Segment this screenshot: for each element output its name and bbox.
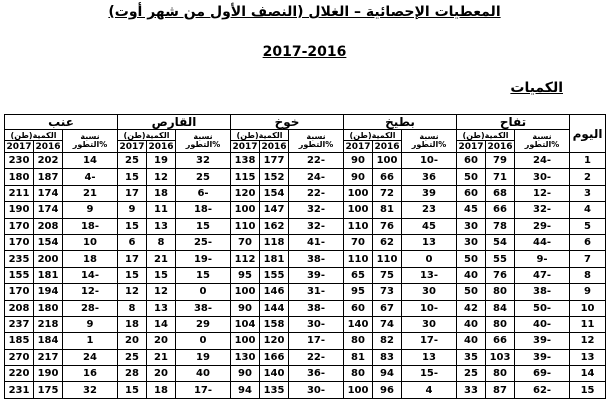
qty-2016-cell: 54: [486, 234, 515, 250]
year-2016-header: 2016: [148, 141, 174, 152]
qty-2016-cell: 162: [260, 218, 289, 234]
rate-cell: 13-: [402, 267, 457, 283]
qty-2016-cell: 76: [486, 267, 515, 283]
rate-cell: 36-: [289, 366, 344, 382]
qty-2016-cell: 8: [147, 234, 176, 250]
table-row: [5, 202, 606, 218]
qty-2016-cell: 73: [373, 284, 402, 300]
qty-2016-cell: 177: [260, 153, 289, 169]
qty-2017-cell: 95: [344, 284, 373, 300]
qty-2016-cell: 158: [260, 316, 289, 332]
qty-2016-cell: 152: [260, 169, 289, 185]
qty-2016-cell: 76: [373, 218, 402, 234]
years-title: 2017-2016: [262, 44, 347, 60]
day-header: اليوم: [570, 115, 606, 153]
qty-2017-cell: 18: [118, 316, 147, 332]
table-row: [5, 267, 606, 283]
qty-2017-cell: 60: [344, 300, 373, 316]
qty-2017-cell: 60: [457, 153, 486, 169]
year-2017-header: 2017: [6, 141, 32, 152]
quantity-header: الكمية(طن): [344, 130, 402, 141]
qty-2017-cell: 115: [231, 169, 260, 185]
qty-2016-cell: 68: [486, 185, 515, 201]
rate-header-top: نسبة: [80, 132, 100, 141]
qty-2017-cell: 90: [231, 366, 260, 382]
day-cell: 13: [570, 349, 606, 365]
rate-cell: 32-: [289, 202, 344, 218]
rate-cell: 40: [176, 366, 231, 382]
rate-cell: 14: [63, 153, 118, 169]
day-cell: 6: [570, 234, 606, 250]
rate-header-bottom: التطور%: [524, 140, 560, 149]
day-cell: 7: [570, 251, 606, 267]
rate-header-bottom: التطور%: [185, 140, 221, 149]
qty-2017-cell: 42: [457, 300, 486, 316]
qty-2017-cell: 15: [118, 267, 147, 283]
rate-cell: 17-: [402, 333, 457, 349]
rate-header: [176, 130, 231, 153]
qty-2017-cell: 45: [457, 202, 486, 218]
qty-2016-cell: 175: [34, 382, 63, 398]
qty-2017-cell: 190: [5, 202, 34, 218]
qty-2017-cell: 170: [5, 284, 34, 300]
qty-2016-cell: 202: [34, 153, 63, 169]
qty-2016-cell: 75: [373, 267, 402, 283]
qty-2017-cell: 40: [457, 316, 486, 332]
qty-2016-cell: 21: [147, 251, 176, 267]
qty-2016-cell: 181: [34, 267, 63, 283]
qty-2017-cell: 211: [5, 185, 34, 201]
qty-2016-cell: 166: [260, 349, 289, 365]
qty-2017-cell: 90: [344, 153, 373, 169]
day-cell: 14: [570, 366, 606, 382]
rate-cell: 38-: [289, 251, 344, 267]
qty-2017-cell: 50: [457, 251, 486, 267]
rate-header-top: نسبة: [193, 132, 213, 141]
rate-cell: 69-: [515, 366, 570, 382]
rate-cell: 30: [402, 316, 457, 332]
qty-2016-cell: 11: [147, 202, 176, 218]
qty-2017-cell: 110: [231, 218, 260, 234]
rate-header-bottom: التطور%: [72, 140, 108, 149]
qty-2017-cell: 100: [231, 333, 260, 349]
day-cell: 11: [570, 316, 606, 332]
rate-cell: 22-: [289, 349, 344, 365]
qty-2017-cell: 208: [5, 300, 34, 316]
qty-2016-cell: 72: [373, 185, 402, 201]
year-2017-header: 2017: [119, 141, 145, 152]
table-row: [5, 218, 606, 234]
rate-cell: 22-: [289, 185, 344, 201]
qty-2016-cell: 120: [260, 333, 289, 349]
qty-2017-cell: 235: [5, 251, 34, 267]
rate-cell: 24-: [289, 169, 344, 185]
rate-cell: 18: [63, 251, 118, 267]
qty-2016-cell: 180: [34, 300, 63, 316]
day-cell: 10: [570, 300, 606, 316]
rate-cell: 39-: [515, 333, 570, 349]
qty-2017-cell: 17: [118, 251, 147, 267]
qty-2017-cell: 8: [118, 300, 147, 316]
qty-2017-cell: 6: [118, 234, 147, 250]
table-row: [5, 349, 606, 365]
rate-cell: 17-: [289, 333, 344, 349]
qty-2016-cell: 15: [147, 267, 176, 283]
rate-cell: 0: [176, 333, 231, 349]
qty-2016-cell: 218: [34, 316, 63, 332]
qty-2016-cell: 174: [34, 185, 63, 201]
qty-2017-cell: 80: [344, 366, 373, 382]
qty-2016-cell: 110: [373, 251, 402, 267]
rate-cell: 39: [402, 185, 457, 201]
table-row: [5, 333, 606, 349]
rate-cell: 6-: [176, 185, 231, 201]
qty-2016-cell: 13: [147, 218, 176, 234]
rate-cell: 39-: [289, 267, 344, 283]
rate-cell: 13: [402, 349, 457, 365]
rate-cell: 24: [63, 349, 118, 365]
rate-cell: 0: [402, 251, 457, 267]
section-title: الكميات: [510, 80, 563, 96]
qty-2016-cell: 83: [373, 349, 402, 365]
qty-2017-cell: 70: [344, 234, 373, 250]
rate-cell: 47-: [515, 267, 570, 283]
rate-cell: 14-: [63, 267, 118, 283]
qty-2017-cell: 140: [344, 316, 373, 332]
qty-2016-cell: 200: [34, 251, 63, 267]
qty-2017-cell: 90: [231, 300, 260, 316]
table-row: [5, 300, 606, 316]
fruit-header: عنب: [5, 115, 118, 130]
rate-header: [289, 130, 344, 153]
qty-2017-cell: 231: [5, 382, 34, 398]
rate-cell: 50-: [515, 300, 570, 316]
rate-cell: 12-: [515, 185, 570, 201]
rate-cell: 29-: [515, 218, 570, 234]
qty-2016-cell: 80: [486, 284, 515, 300]
day-cell: 8: [570, 267, 606, 283]
rate-cell: 28-: [63, 300, 118, 316]
qty-2016-cell: 187: [34, 169, 63, 185]
qty-2017-cell: 230: [5, 153, 34, 169]
qty-2016-cell: 66: [373, 169, 402, 185]
qty-2016-cell: 194: [34, 284, 63, 300]
qty-2016-cell: 217: [34, 349, 63, 365]
qty-2016-cell: 96: [373, 382, 402, 398]
qty-2017-cell: 28: [118, 366, 147, 382]
qty-2017-cell: 60: [457, 185, 486, 201]
rate-header: [515, 130, 570, 153]
rate-cell: 32-: [515, 202, 570, 218]
rate-cell: 15: [176, 218, 231, 234]
rate-cell: 0: [176, 284, 231, 300]
qty-2017-cell: 112: [231, 251, 260, 267]
page-title: المعطيات الإحصائية – الغلال (النصف الأول من شهر أوت): [108, 4, 501, 20]
qty-2017-cell: 220: [5, 366, 34, 382]
day-cell: 9: [570, 284, 606, 300]
qty-2017-cell: 180: [5, 169, 34, 185]
qty-2016-cell: 208: [34, 218, 63, 234]
quantity-header: الكمية(طن): [5, 130, 63, 141]
qty-2017-cell: 30: [457, 234, 486, 250]
year-2016-header: 2016: [261, 141, 287, 152]
rate-cell: 22-: [289, 153, 344, 169]
rate-cell: 41-: [289, 234, 344, 250]
rate-cell: 9-: [515, 251, 570, 267]
qty-2017-cell: 104: [231, 316, 260, 332]
qty-2016-cell: 71: [486, 169, 515, 185]
table-row: [5, 153, 606, 169]
qty-2017-cell: 100: [231, 202, 260, 218]
rate-cell: 30: [402, 284, 457, 300]
table-row: [5, 382, 606, 398]
qty-2016-cell: 103: [486, 349, 515, 365]
qty-2017-cell: 120: [231, 185, 260, 201]
qty-2017-cell: 270: [5, 349, 34, 365]
qty-2016-cell: 12: [147, 284, 176, 300]
qty-2016-cell: 67: [373, 300, 402, 316]
rate-cell: 30-: [289, 316, 344, 332]
qty-2016-cell: 80: [486, 316, 515, 332]
qty-2017-cell: 40: [457, 267, 486, 283]
qty-2016-cell: 181: [260, 251, 289, 267]
qty-2016-cell: 14: [147, 316, 176, 332]
day-cell: 5: [570, 218, 606, 234]
fruit-header: تفاح: [457, 115, 570, 130]
qty-2016-cell: 190: [34, 366, 63, 382]
rate-cell: 21: [63, 185, 118, 201]
table-row: [5, 366, 606, 382]
qty-2016-cell: 184: [34, 333, 63, 349]
fruit-header: خوخ: [231, 115, 344, 130]
qty-2016-cell: 20: [147, 333, 176, 349]
quantities-table: [4, 114, 606, 399]
fruit-header: بطيخ: [344, 115, 457, 130]
year-2016-header: 2016: [374, 141, 400, 152]
qty-2017-cell: 15: [118, 218, 147, 234]
rate-cell: 4-: [63, 169, 118, 185]
qty-2017-cell: 170: [5, 218, 34, 234]
qty-2016-cell: 66: [486, 333, 515, 349]
rate-cell: 23: [402, 202, 457, 218]
rate-cell: 15-: [402, 366, 457, 382]
qty-2016-cell: 12: [147, 169, 176, 185]
qty-2016-cell: 78: [486, 218, 515, 234]
qty-2017-cell: 81: [344, 349, 373, 365]
qty-2017-cell: 65: [344, 267, 373, 283]
qty-2016-cell: 81: [373, 202, 402, 218]
quantity-header: الكمية(طن): [231, 130, 289, 141]
rate-header: [402, 130, 457, 153]
rate-cell: 18-: [63, 218, 118, 234]
qty-2016-cell: 135: [260, 382, 289, 398]
rate-cell: 62-: [515, 382, 570, 398]
rate-cell: 19: [176, 349, 231, 365]
qty-2016-cell: 144: [260, 300, 289, 316]
table-row: [5, 251, 606, 267]
rate-cell: 24-: [515, 153, 570, 169]
qty-2016-cell: 146: [260, 284, 289, 300]
rate-cell: 25-: [176, 234, 231, 250]
qty-2016-cell: 100: [373, 153, 402, 169]
qty-2016-cell: 87: [486, 382, 515, 398]
rate-cell: 18-: [176, 202, 231, 218]
qty-2017-cell: 94: [231, 382, 260, 398]
qty-2017-cell: 17: [118, 185, 147, 201]
qty-2016-cell: 140: [260, 366, 289, 382]
qty-2017-cell: 138: [231, 153, 260, 169]
rate-cell: 30-: [289, 382, 344, 398]
qty-2016-cell: 21: [147, 349, 176, 365]
rate-cell: 19-: [176, 251, 231, 267]
year-2016-header: 2016: [487, 141, 513, 152]
qty-2017-cell: 25: [118, 153, 147, 169]
qty-2017-cell: 50: [457, 169, 486, 185]
qty-2016-cell: 18: [147, 185, 176, 201]
rate-cell: 30-: [515, 169, 570, 185]
rate-header-top: نسبة: [419, 132, 439, 141]
year-2016-header: 2016: [35, 141, 61, 152]
rate-cell: 38-: [176, 300, 231, 316]
qty-2017-cell: 25: [118, 349, 147, 365]
qty-2017-cell: 25: [457, 366, 486, 382]
rate-cell: 31-: [289, 284, 344, 300]
qty-2017-cell: 110: [344, 218, 373, 234]
qty-2017-cell: 155: [5, 267, 34, 283]
qty-2017-cell: 20: [118, 333, 147, 349]
qty-2017-cell: 100: [344, 382, 373, 398]
rate-cell: 45: [402, 218, 457, 234]
year-2017-header: 2017: [458, 141, 484, 152]
rate-header-top: نسبة: [306, 132, 326, 141]
rate-header-bottom: التطور%: [298, 140, 334, 149]
qty-2017-cell: 15: [118, 382, 147, 398]
rate-cell: 32: [63, 382, 118, 398]
rate-cell: 32: [176, 153, 231, 169]
qty-2016-cell: 94: [373, 366, 402, 382]
day-cell: 3: [570, 185, 606, 201]
rate-cell: 1: [63, 333, 118, 349]
rate-cell: 40-: [515, 316, 570, 332]
qty-2016-cell: 174: [34, 202, 63, 218]
rate-cell: 15: [176, 267, 231, 283]
qty-2017-cell: 185: [5, 333, 34, 349]
qty-2016-cell: 82: [373, 333, 402, 349]
qty-2017-cell: 40: [457, 333, 486, 349]
rate-header: [63, 130, 118, 153]
rate-cell: 13: [402, 234, 457, 250]
qty-2016-cell: 80: [486, 366, 515, 382]
qty-2017-cell: 35: [457, 349, 486, 365]
qty-2016-cell: 118: [260, 234, 289, 250]
qty-2017-cell: 100: [231, 284, 260, 300]
qty-2017-cell: 100: [344, 202, 373, 218]
rate-cell: 9: [63, 316, 118, 332]
qty-2017-cell: 110: [344, 251, 373, 267]
qty-2017-cell: 33: [457, 382, 486, 398]
rate-cell: 9: [63, 202, 118, 218]
qty-2016-cell: 154: [34, 234, 63, 250]
qty-2016-cell: 13: [147, 300, 176, 316]
qty-2017-cell: 130: [231, 349, 260, 365]
day-cell: 1: [570, 153, 606, 169]
rate-cell: 32-: [289, 218, 344, 234]
qty-2017-cell: 80: [344, 333, 373, 349]
qty-2017-cell: 9: [118, 202, 147, 218]
day-cell: 15: [570, 382, 606, 398]
rate-cell: 25: [176, 169, 231, 185]
rate-cell: 10-: [402, 300, 457, 316]
qty-2016-cell: 154: [260, 185, 289, 201]
day-cell: 4: [570, 202, 606, 218]
table-row: [5, 234, 606, 250]
qty-2017-cell: 237: [5, 316, 34, 332]
qty-2016-cell: 62: [373, 234, 402, 250]
qty-2017-cell: 170: [5, 234, 34, 250]
rate-cell: 29: [176, 316, 231, 332]
qty-2016-cell: 74: [373, 316, 402, 332]
table-row: [5, 169, 606, 185]
qty-2016-cell: 147: [260, 202, 289, 218]
rate-cell: 38-: [289, 300, 344, 316]
qty-2016-cell: 155: [260, 267, 289, 283]
qty-2016-cell: 20: [147, 366, 176, 382]
year-2017-header: 2017: [345, 141, 371, 152]
rate-cell: 36: [402, 169, 457, 185]
fruit-header: القارص: [118, 115, 231, 130]
rate-cell: 39-: [515, 349, 570, 365]
qty-2017-cell: 30: [457, 218, 486, 234]
rate-cell: 10-: [402, 153, 457, 169]
qty-2016-cell: 55: [486, 251, 515, 267]
rate-header-top: نسبة: [532, 132, 552, 141]
qty-2016-cell: 79: [486, 153, 515, 169]
rate-cell: 16: [63, 366, 118, 382]
rate-cell: 10: [63, 234, 118, 250]
table-row: [5, 316, 606, 332]
qty-2017-cell: 100: [344, 185, 373, 201]
table-row: [5, 185, 606, 201]
rate-cell: 4: [402, 382, 457, 398]
quantity-header: الكمية(طن): [457, 130, 515, 141]
day-cell: 2: [570, 169, 606, 185]
quantity-header: الكمية(طن): [118, 130, 176, 141]
qty-2016-cell: 66: [486, 202, 515, 218]
qty-2017-cell: 90: [344, 169, 373, 185]
qty-2016-cell: 18: [147, 382, 176, 398]
rate-header-bottom: التطور%: [411, 140, 447, 149]
qty-2017-cell: 15: [118, 169, 147, 185]
rate-cell: 38-: [515, 284, 570, 300]
qty-2016-cell: 19: [147, 153, 176, 169]
table-row: [5, 284, 606, 300]
rate-cell: 12-: [63, 284, 118, 300]
qty-2017-cell: 50: [457, 284, 486, 300]
qty-2017-cell: 70: [231, 234, 260, 250]
qty-2017-cell: 95: [231, 267, 260, 283]
year-2017-header: 2017: [232, 141, 258, 152]
qty-2016-cell: 84: [486, 300, 515, 316]
rate-cell: 17-: [176, 382, 231, 398]
day-cell: 12: [570, 333, 606, 349]
rate-cell: 44-: [515, 234, 570, 250]
qty-2017-cell: 12: [118, 284, 147, 300]
